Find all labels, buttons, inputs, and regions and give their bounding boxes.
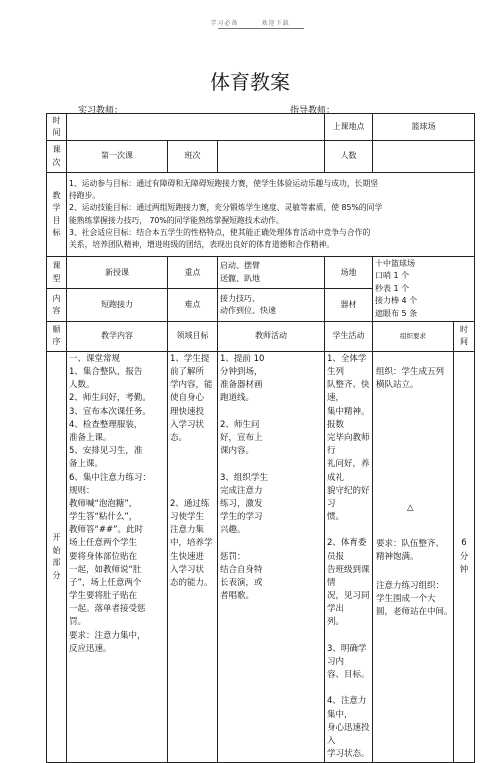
page-header [0, 18, 500, 27]
time-value-cell: 6 分 钟 [454, 351, 475, 762]
col-teacher-header: 教师活动 [218, 321, 325, 351]
content-value: 短跑接力 [67, 289, 168, 321]
class-label: 班次 [168, 141, 218, 173]
key-value: 启动、摆臂 送髋、趴地 [218, 257, 325, 289]
col-content-header: 教学内容 [67, 321, 168, 351]
venue-value: 篮球场 [373, 114, 475, 141]
col-student-header: 学生活动 [325, 321, 373, 351]
type-value: 新授课 [67, 257, 168, 289]
site-equipment-value: 十中篮球场 口哨 1 个 秒表 1 个 接力棒 4 个 遮眼布 5 条 [373, 257, 475, 322]
org-body [373, 351, 454, 762]
row-goals [47, 173, 475, 257]
venue-label: 上课地点 [325, 114, 373, 141]
col-org-header: 组织要求 [373, 321, 454, 351]
header-left: 学习必备 [210, 20, 239, 27]
count-label: 人数 [325, 141, 373, 173]
col-time-header: 时 间 [454, 321, 475, 351]
time-label: 时 间 [47, 114, 67, 141]
row-time [47, 114, 475, 141]
class-value [218, 141, 325, 173]
page-title: 体育教案 [210, 70, 290, 94]
header-right: 欢迎下载 [261, 20, 290, 27]
intern-teacher-label: 实习教师： [78, 106, 124, 116]
goals-text: 1、运动参与目标：通过有障碍和无障碍短跑接力赛，使学生体验运动乐趣与成功，长期坚 持跑步。 2、运动技能目标：通过两组短跑接力赛，充分锻炼学生速度、灵敏等素质，使 85%的同学 能熟练掌握接力技巧， 70%的同学能熟练掌握短跑技术动作。 3、社会适应目标：结合本五学生的性格特点，使其能正确处理体育活动中竞争与合作的 关系，培养团队精神，增进班级的团结，表现出良好的体育道德和合作精神。 [67, 173, 475, 257]
difficulty-label: 难点 [168, 289, 218, 321]
key-label: 重点 [168, 257, 218, 289]
lesson-plan-table [46, 113, 475, 763]
goals-label: 教 学 目 标 [47, 173, 67, 257]
domain-body: 1、学生提 前了解所 学内容，能 使自身心 理快速投 入学习状 态。 2、通过练 习使学生 注意力集 中，培养学 生快速进 入学习状 态的能力。 [168, 351, 218, 762]
count-value [373, 141, 475, 173]
guide-teacher-label: 指导教师： [290, 106, 336, 116]
row-start-part [47, 351, 475, 762]
equipment-label: 器材 [325, 289, 373, 321]
header-rule [218, 28, 304, 29]
start-part-label: 开 始 部 分 [47, 351, 67, 762]
type-label: 课 型 [47, 257, 67, 289]
row-lesson [47, 141, 475, 173]
col-domain-header: 领域目标 [168, 321, 218, 351]
lesson-label: 课 次 [47, 141, 67, 173]
row-column-headers [47, 321, 475, 351]
difficulty-value: 接力技巧、 动作到位、快速 [218, 289, 325, 321]
site-label: 场地 [325, 257, 373, 289]
row-type [47, 257, 475, 289]
content-label: 内 容 [47, 289, 67, 321]
triangle-icon: △ [407, 502, 414, 513]
org-bottom-text: 注意力练习组织： 学生围成一个大 圆，老师站在中间。 [376, 580, 453, 618]
col-order-header: 顺 序 [47, 321, 67, 351]
org-mid-text: 要求：队伍整齐、 精神饱满。 [376, 538, 445, 563]
org-top-text: 组织：学生成五列 横队站立。 [376, 366, 445, 391]
time-value [67, 114, 325, 141]
teacher-body: 1、提前 10 分钟到场， 准备器材画 跑道线。 2、师生问 好，宣布上 课内容。 3、组织学生 完成注意力 练习，激发 学生的学习 兴趣。 惩罚： 结合自身特 长表演，或 者唱歌。 [218, 351, 325, 762]
content-body: 一、课堂常规 1、集合整队，报告 人数。 2、师生问好，考勤。 3、宣布本次课任务。 4、检查整理服装， 准备上课。 5、安排见习生，准 备上课。 6、集中注意力练习： 规则： 教师喊“泡泡糖”， 学生答“粘什么”， 教师答“##”。此时 场上任意两个学生 要将身体部位贴在 一起，如教师说“肚 子”，场上任意两个 学生要将肚子贴在 一起。落单者接受惩 罚。 要求：注意力集中， 反应迅速。 [67, 351, 168, 762]
student-body: 1、全体学生列 队整齐、快速， 集中精神。报数 完毕向教师行 礼问好，养成礼 貌守纪的好习 惯。 2、体育委员报 告班级到课情 况，见习同学出 列。 3、明确学习内 容、目标。 4、注意力集中， 身心迅速投入 学习状态。 [325, 351, 373, 762]
lesson-value: 第一次课 [67, 141, 168, 173]
